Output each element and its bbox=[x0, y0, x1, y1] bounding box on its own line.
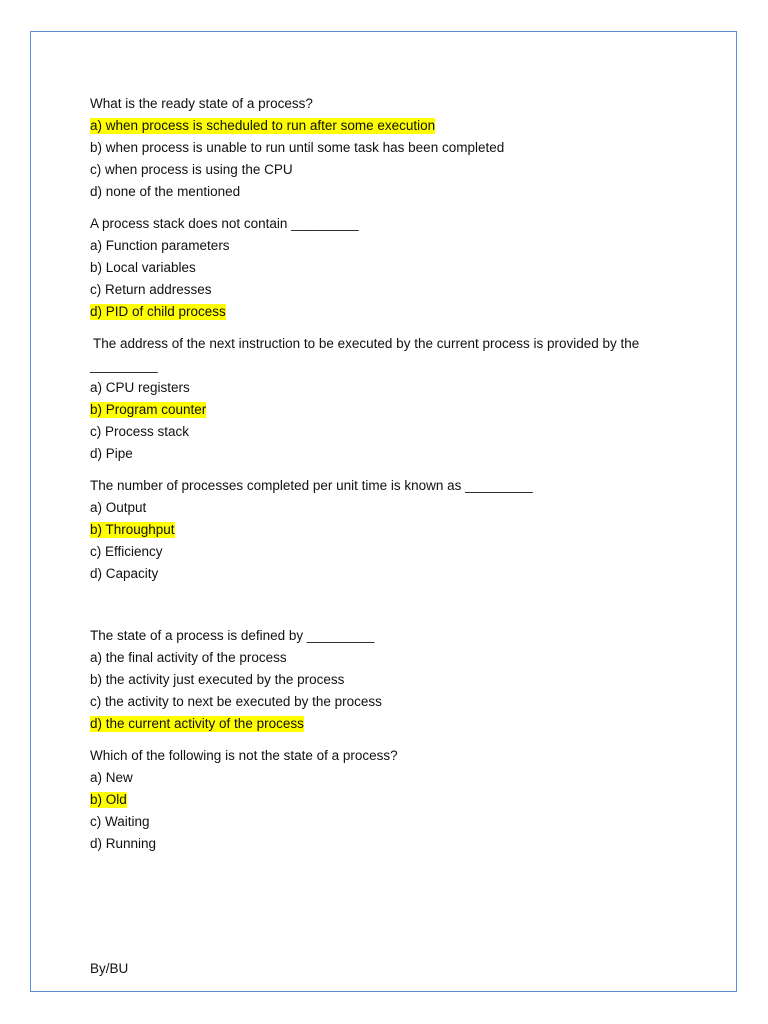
option: a) New bbox=[90, 770, 133, 785]
option: a) Function parameters bbox=[90, 238, 230, 253]
question-text: What is the ready state of a process? bbox=[90, 96, 313, 111]
question-block-6 bbox=[90, 745, 700, 855]
option-answer: b) Throughput bbox=[90, 522, 175, 537]
option: d) Capacity bbox=[90, 566, 159, 581]
question-text: The address of the next instruction to be executed by the current process is provided by the bbox=[93, 336, 640, 351]
question-block-1 bbox=[90, 93, 700, 203]
option: b) when process is unable to run until some task has been completed bbox=[90, 140, 505, 155]
option-answer: b) Program counter bbox=[90, 402, 207, 417]
option: a) the final activity of the process bbox=[90, 650, 287, 665]
question-block-3 bbox=[90, 333, 700, 465]
question-block-5 bbox=[90, 625, 700, 735]
option-answer: b) Old bbox=[90, 792, 127, 807]
option-answer: d) PID of child process bbox=[90, 304, 226, 319]
option: c) Process stack bbox=[90, 424, 190, 439]
option: c) Efficiency bbox=[90, 544, 163, 559]
question-text: The state of a process is defined by _________ bbox=[90, 628, 375, 643]
spacer bbox=[90, 595, 700, 625]
option: c) Waiting bbox=[90, 814, 150, 829]
option: a) Output bbox=[90, 500, 147, 515]
question-text: A process stack does not contain _________ bbox=[90, 216, 359, 231]
quiz-content bbox=[90, 93, 700, 865]
option-answer: a) when process is scheduled to run after some execution bbox=[90, 118, 436, 133]
option: c) the activity to next be executed by the process bbox=[90, 694, 382, 709]
option: d) Running bbox=[90, 836, 157, 851]
option: b) the activity just executed by the process bbox=[90, 672, 345, 687]
option: d) none of the mentioned bbox=[90, 184, 241, 199]
footer-credit: By/BU bbox=[90, 961, 129, 976]
question-text-continuation: _________ bbox=[90, 358, 158, 373]
option-answer: d) the current activity of the process bbox=[90, 716, 304, 731]
question-text: Which of the following is not the state of a process? bbox=[90, 748, 398, 763]
option: b) Local variables bbox=[90, 260, 196, 275]
option: d) Pipe bbox=[90, 446, 133, 461]
question-block-4 bbox=[90, 475, 700, 585]
question-text: The number of processes completed per unit time is known as _________ bbox=[90, 478, 533, 493]
option: a) CPU registers bbox=[90, 380, 190, 395]
question-block-2 bbox=[90, 213, 700, 323]
option: c) Return addresses bbox=[90, 282, 212, 297]
option: c) when process is using the CPU bbox=[90, 162, 293, 177]
